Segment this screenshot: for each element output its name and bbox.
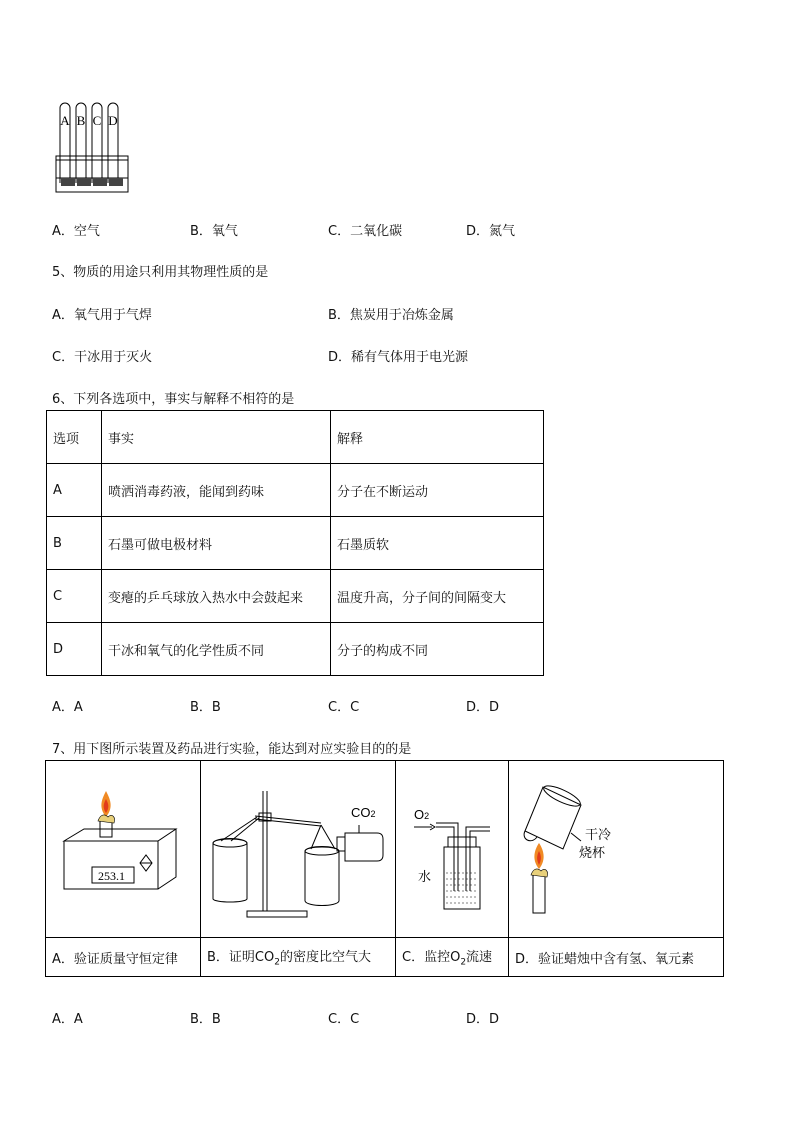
- row-b-option: B: [47, 517, 102, 570]
- row-c-option: C: [47, 570, 102, 623]
- water-label: 水: [418, 870, 432, 885]
- q4-option-a: A．空气: [52, 224, 100, 239]
- caption-b: [201, 938, 396, 977]
- q7-option-b: B．B: [190, 1012, 221, 1027]
- table-row: [47, 517, 544, 570]
- svg-text:O2: [414, 807, 429, 822]
- test-tube-rack-figure: [55, 98, 135, 198]
- candle-beaker-figure: [509, 761, 723, 933]
- row-a-explanation: 分子在不断运动: [331, 464, 544, 517]
- table-row: [47, 623, 544, 676]
- q4-option-c: C．二氧化碳: [328, 224, 403, 239]
- q7-question: 7、用下图所示装置及药品进行实验，能达到对应实验目的的是: [52, 742, 412, 757]
- q7-option-d: D．D: [466, 1012, 500, 1027]
- figure-d-cell: [509, 761, 724, 938]
- caption-c-pre: C．监控O: [402, 950, 461, 966]
- header-fact: 事实: [102, 411, 331, 464]
- row-d-option: D: [47, 623, 102, 676]
- caption-c-post: 流速: [466, 950, 493, 966]
- tube-label-a: A: [60, 113, 70, 128]
- q6-question: 6、下列各选项中，事实与解释不相符的是: [52, 392, 295, 407]
- beaker-label-1: 干冷: [585, 828, 612, 843]
- figure-b-cell: [201, 761, 396, 938]
- o2-label: O: [414, 807, 425, 822]
- table-row: [47, 464, 544, 517]
- header-option: 选项: [47, 411, 102, 464]
- balance-reading: 253.1: [98, 869, 125, 883]
- row-c-fact: 变瘪的乒乓球放入热水中会鼓起来: [102, 570, 331, 623]
- q6-option-a: A．A: [52, 700, 83, 715]
- figure-c-cell: [396, 761, 509, 938]
- header-explanation: 解释: [331, 411, 544, 464]
- row-a-fact: 喷洒消毒药液，能闻到药味: [102, 464, 331, 517]
- lever-balance-figure: [201, 761, 395, 933]
- q5-question: 5、物质的用途只利用其物理性质的是: [52, 265, 269, 280]
- row-d-fact: 干冰和氧气的化学性质不同: [102, 623, 331, 676]
- q6-option-b: B．B: [190, 700, 221, 715]
- co2-label: CO: [351, 805, 371, 820]
- row-c-explanation: 温度升高，分子间的间隔变大: [331, 570, 544, 623]
- table-header-row: [47, 411, 544, 464]
- row-a-option: A: [47, 464, 102, 517]
- tube-label-d: D: [108, 113, 118, 128]
- caption-c-sub: 2: [460, 957, 467, 968]
- q4-option-b: B．氧气: [190, 224, 238, 239]
- caption-d: D．验证蜡烛中含有氢、氧元素: [509, 938, 724, 977]
- svg-text:CO2: [351, 805, 376, 820]
- q5-option-b: B．焦炭用于冶炼金属: [328, 308, 454, 323]
- caption-c: [396, 938, 509, 977]
- caption-b-sub: 2: [274, 957, 280, 968]
- caption-b-pre: B．证明CO: [207, 950, 275, 966]
- q5-option-a: A．氧气用于气焊: [52, 308, 152, 323]
- tube-label-c: C: [92, 113, 102, 128]
- q5-option-d: D．稀有气体用于电光源: [328, 350, 469, 365]
- q6-option-d: D．D: [466, 700, 500, 715]
- caption-a: A．验证质量守恒定律: [46, 938, 201, 977]
- gas-washing-bottle-figure: [396, 761, 508, 933]
- row-d-explanation: 分子的构成不同: [331, 623, 544, 676]
- q5-option-c: C．干冰用于灭火: [52, 350, 153, 365]
- q6-option-c: C．C: [328, 700, 360, 715]
- table-row: [47, 570, 544, 623]
- tube-label-b: B: [76, 113, 86, 128]
- caption-b-post: 的密度比空气大: [279, 950, 371, 966]
- q7-table: [45, 760, 724, 977]
- q6-table: [46, 410, 544, 676]
- q7-option-a: A．A: [52, 1012, 83, 1027]
- co2-label-sub: 2: [370, 809, 376, 819]
- figure-a-cell: [46, 761, 201, 938]
- row-b-explanation: 石墨质软: [331, 517, 544, 570]
- beaker-label-2: 烧杯: [579, 846, 606, 861]
- candle-on-balance-figure: [46, 761, 200, 933]
- q7-option-c: C．C: [328, 1012, 360, 1027]
- row-b-fact: 石墨可做电极材料: [102, 517, 331, 570]
- o2-label-sub: 2: [424, 811, 430, 821]
- q4-option-d: D．氮气: [466, 224, 516, 239]
